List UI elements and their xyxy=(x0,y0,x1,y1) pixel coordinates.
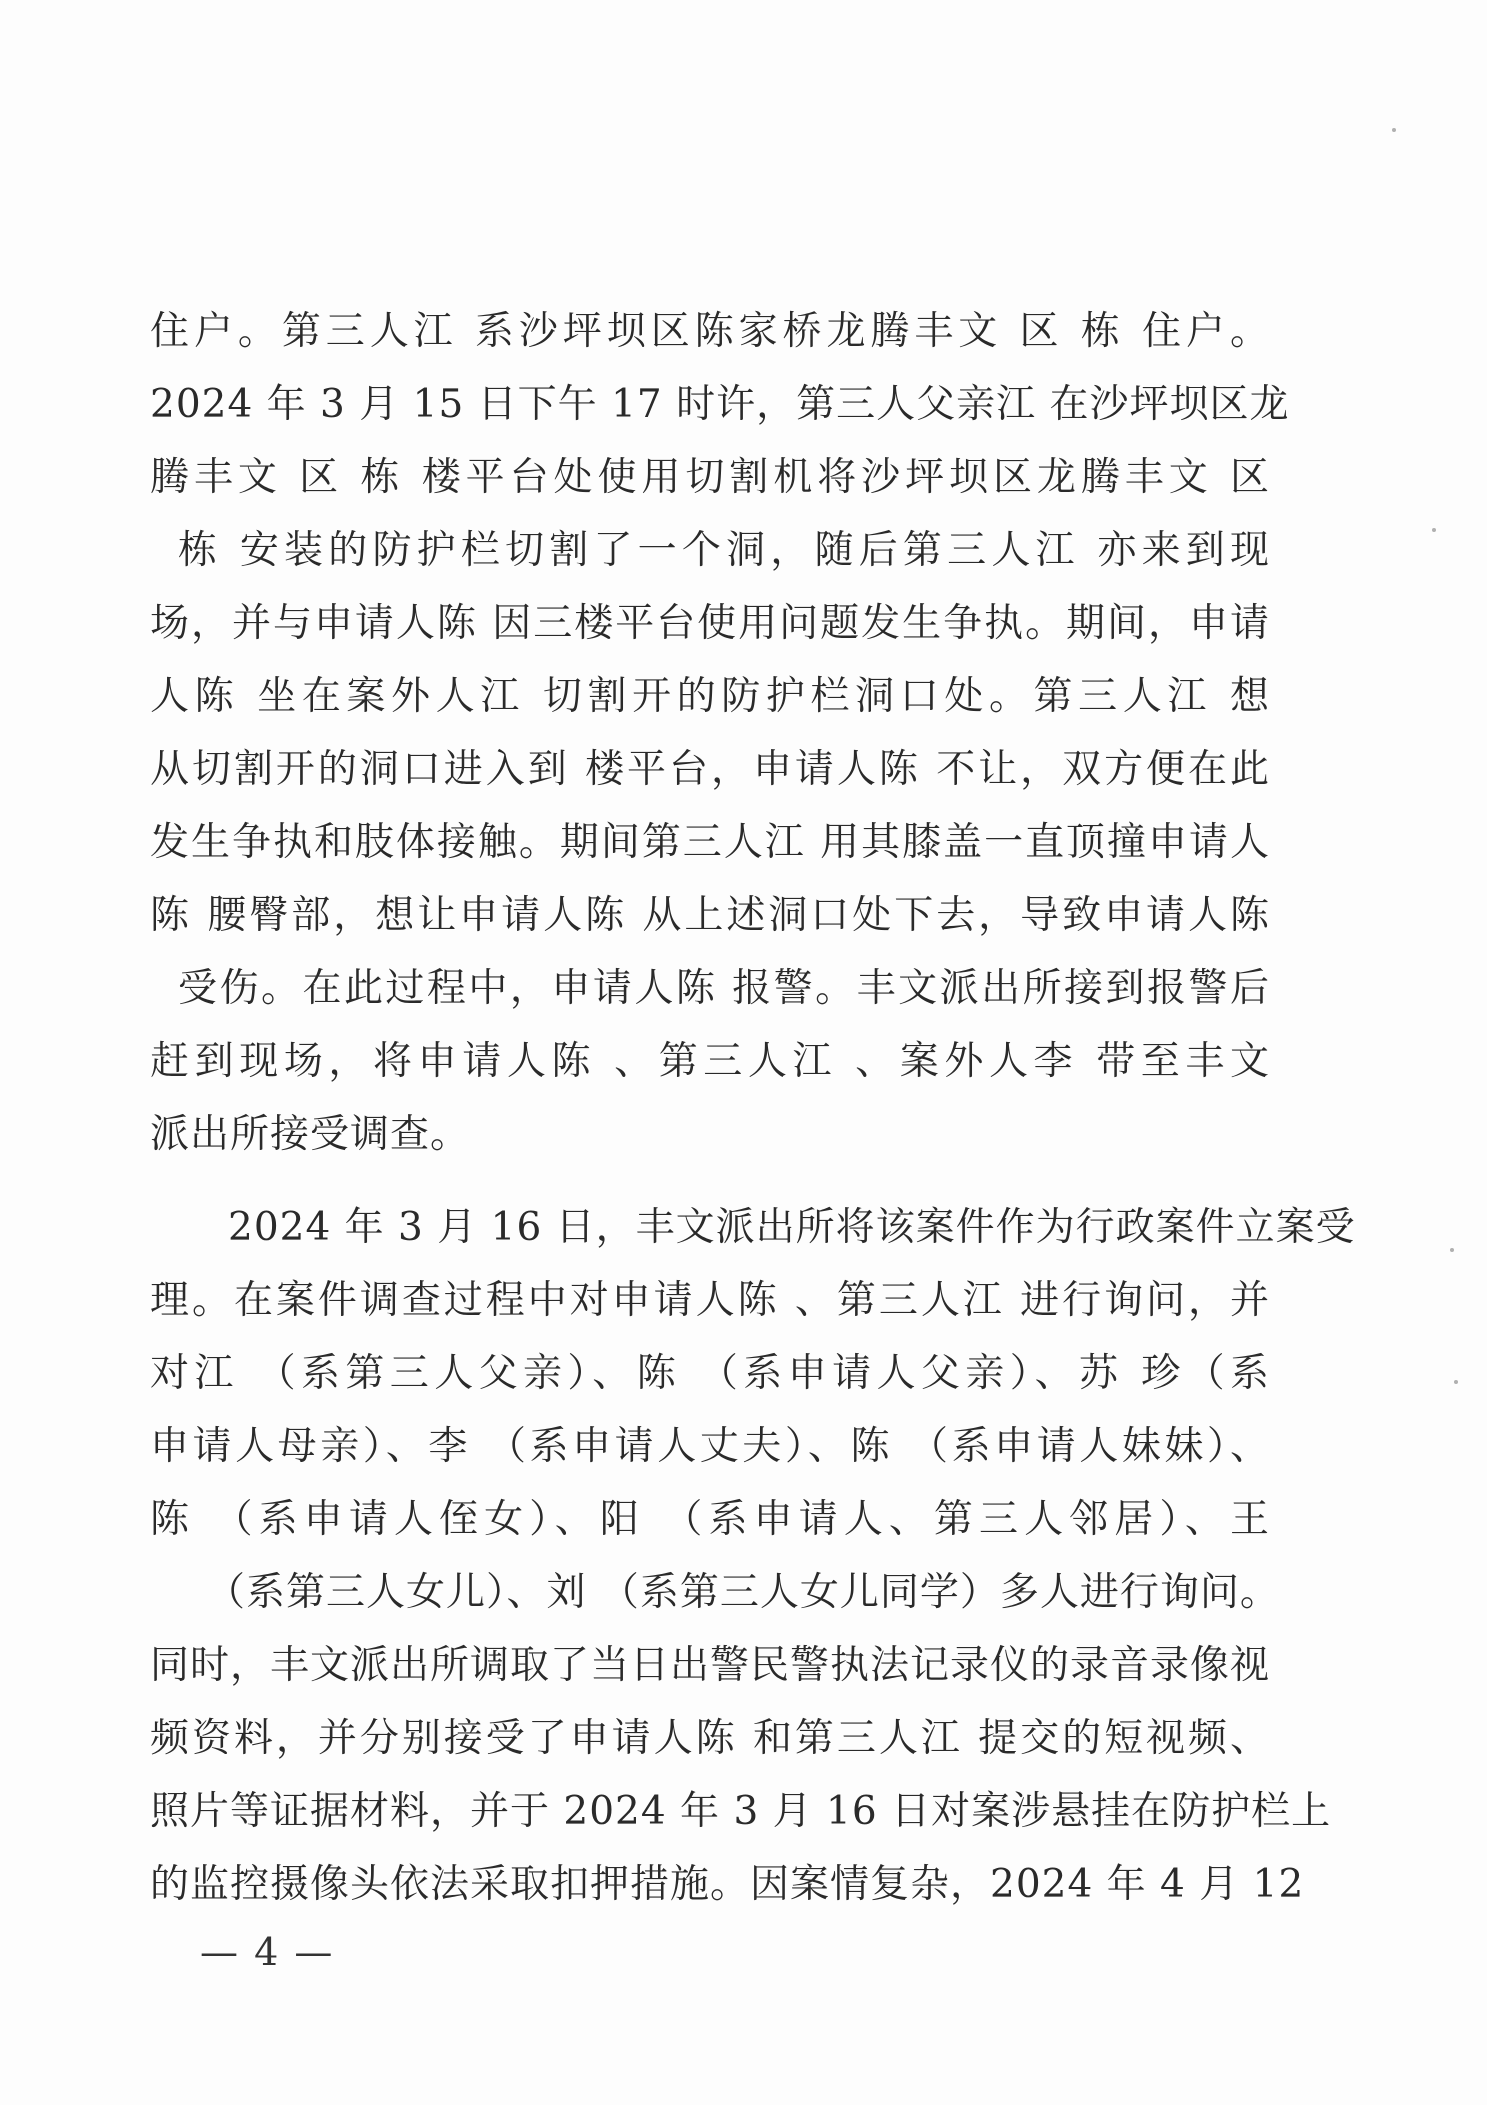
text-line: 赶到现场，将申请人陈 、第三人江 、案外人李 带至丰文 xyxy=(150,1039,1270,1084)
scan-speck xyxy=(1392,128,1396,132)
text-line: 同时，丰文派出所调取了当日出警民警执法记录仪的录音录像视 xyxy=(150,1643,1271,1688)
text-line: 派出所接受调查。 xyxy=(150,1112,471,1157)
text-line: 2024 年 3 月 15 日下午 17 时许，第三人父亲江 在沙坪坝区龙 xyxy=(150,382,1290,427)
scan-speck xyxy=(1432,528,1436,532)
text-line: 场，并与申请人陈 因三楼平台使用问题发生争执。期间，申请 xyxy=(150,601,1270,646)
text-line: 陈 腰臀部，想让申请人陈 从上述洞口处下去，导致申请人陈 xyxy=(150,893,1270,938)
paragraph xyxy=(150,1191,1356,1921)
text-line: 对江 （系第三人父亲）、陈 （系申请人父亲）、苏 珍（系 xyxy=(150,1351,1270,1396)
text-line: （系第三人女儿）、刘 （系第三人女儿同学）多人进行询问。 xyxy=(206,1570,1280,1615)
text-line: 栋 安装的防护栏切割了一个洞，随后第三人江 亦来到现 xyxy=(178,528,1270,573)
paragraph-gap xyxy=(150,1171,1270,1191)
body-text xyxy=(150,295,1356,1921)
text-line: 受伤。在此过程中，申请人陈 报警。丰文派出所接到报警后 xyxy=(178,966,1270,1011)
text-line: 从切割开的洞口进入到 楼平台，申请人陈 不让，双方便在此 xyxy=(150,747,1270,792)
text-line: 2024 年 3 月 16 日，丰文派出所将该案件作为行政案件立案受 xyxy=(228,1205,1356,1250)
text-line: 陈 （系申请人侄女）、阳 （系申请人、第三人邻居）、王 xyxy=(150,1497,1270,1542)
text-line: 人陈 坐在案外人江 切割开的防护栏洞口处。第三人江 想 xyxy=(150,674,1270,719)
text-line: 发生争执和肢体接触。期间第三人江 用其膝盖一直顶撞申请人 xyxy=(150,820,1270,865)
scan-speck xyxy=(1450,1248,1454,1252)
text-line: 理。在案件调查过程中对申请人陈 、第三人江 进行询问，并 xyxy=(150,1278,1270,1323)
text-line: 申请人母亲）、李 （系申请人丈夫）、陈 （系申请人妹妹）、 xyxy=(150,1424,1270,1469)
text-line: 腾丰文 区 栋 楼平台处使用切割机将沙坪坝区龙腾丰文 区 xyxy=(150,455,1270,500)
paragraph xyxy=(150,295,1290,1171)
text-line: 照片等证据材料，并于 2024 年 3 月 16 日对案涉悬挂在防护栏上 xyxy=(150,1789,1332,1834)
text-line: 住户。第三人江 系沙坪坝区陈家桥龙腾丰文 区 栋 住户。 xyxy=(150,309,1270,354)
text-line: 的监控摄像头依法采取扣押措施。因案情复杂，2024 年 4 月 12 xyxy=(150,1862,1305,1907)
page-number: — 4 — xyxy=(200,1930,335,1974)
scan-speck xyxy=(1454,1380,1458,1384)
text-line: 频资料，并分别接受了申请人陈 和第三人江 提交的短视频、 xyxy=(150,1716,1270,1761)
